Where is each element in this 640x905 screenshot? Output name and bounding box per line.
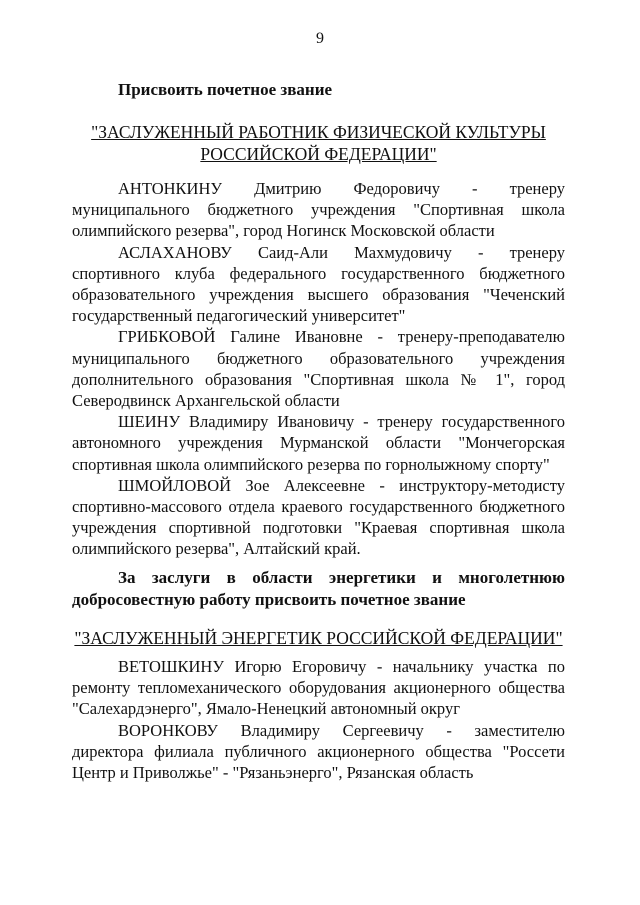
awardee-entry: ВОРОНКОВУ Владимиру Сергеевичу - заместителю директора филиала публичного акционерного общества "Россети Центр и Приволжье" - "Рязаньэнерго", Рязанская область — [72, 720, 565, 783]
honorary-title-line: РОССИЙСКОЙ ФЕДЕРАЦИИ" — [200, 144, 437, 164]
awardee-entry: ШМОЙЛОВОЙ Зое Алексеевне - инструктору-методисту спортивно-массового отдела краевого государственного бюджетного учреждения спортивной подготовки "Краевая спортивная школа олимпийского резерва", Алтайский край. — [72, 475, 565, 559]
honorary-title-physical-culture — [72, 121, 565, 165]
awardee-entry: ВЕТОШКИНУ Игорю Егоровичу - начальнику участка по ремонту тепломеханического оборудования акционерного общества "Салехардэнерго", Ямало-Ненецкий автономный округ — [72, 657, 565, 719]
page-number: 9 — [316, 30, 324, 47]
honorary-title-line: "ЗАСЛУЖЕННЫЙ РАБОТНИК ФИЗИЧЕСКОЙ КУЛЬТУРЫ — [91, 122, 546, 142]
section-intro-line: За заслуги в области энергетики и многолетнюю — [118, 568, 565, 587]
awardee-entry: ШЕИНУ Владимиру Ивановичу - тренеру государственного автономного учреждения Мурманской области "Мончегорская спортивная школа олимпийского резерва по горнолыжному спорту" — [72, 412, 565, 474]
section-intro-physical-culture: Присвоить почетное звание — [118, 80, 333, 99]
awardee-entry: АНТОНКИНУ Дмитрию Федоровичу - тренеру муниципального бюджетного учреждения "Спортивная школа олимпийского резерва", город Ногинск Московской области — [72, 179, 565, 241]
section-intro-line: добросовестную работу присвоить почетное звание — [72, 590, 466, 609]
section-intro-energy — [72, 567, 565, 611]
honorary-title-energy: "ЗАСЛУЖЕННЫЙ ЭНЕРГЕТИК РОССИЙСКОЙ ФЕДЕРАЦИИ" — [74, 628, 563, 648]
awardee-entry: АСЛАХАНОВУ Саид-Али Махмудовичу - тренеру спортивного клуба федерального государственного бюджетного образовательного учреждения высшего образования "Чеченский государственный педагогический университет" — [72, 242, 565, 326]
awardee-list-energy — [72, 656, 565, 783]
awardee-entry: ГРИБКОВОЙ Галине Ивановне - тренеру-преподавателю муниципального бюджетного образовательного учреждения дополнительного образования "Спортивная школа № 1", город Северодвинск Архангельской области — [72, 327, 565, 411]
awardee-list-physical-culture — [72, 178, 565, 560]
